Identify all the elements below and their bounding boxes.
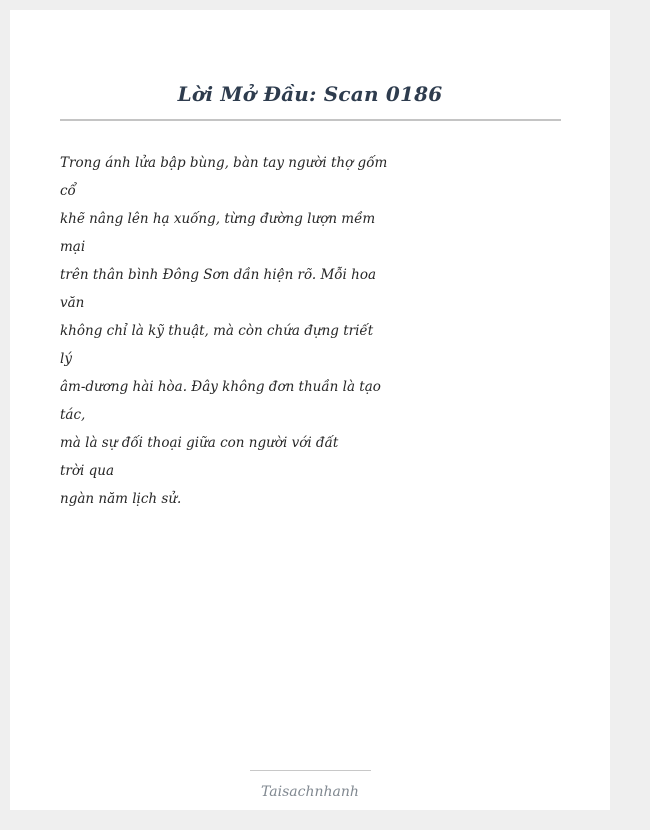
text-line: mại	[60, 239, 86, 255]
footer-brand: Taisachnhanh	[261, 784, 359, 800]
text-line: cổ	[60, 183, 76, 199]
page-title: Lời Mở Đầu: Scan 0186	[177, 82, 443, 106]
text-line: văn	[60, 295, 85, 311]
text-line: không chỉ là kỹ thuật, mà còn chứa đựng triết	[60, 323, 374, 339]
text-line: Trong ánh lửa bập bùng, bàn tay người thợ gốm	[60, 155, 388, 171]
document-page	[10, 10, 610, 810]
text-line: khẽ nâng lên hạ xuống, từng đường lượn mềm	[60, 211, 376, 227]
footer-divider	[250, 770, 371, 771]
text-line: tác,	[60, 407, 86, 423]
text-line: trời qua	[60, 463, 114, 479]
text-line: lý	[60, 351, 72, 367]
title-divider	[60, 119, 561, 121]
body-paragraph	[60, 152, 388, 516]
text-line: trên thân bình Đông Sơn dần hiện rõ. Mỗi hoa	[60, 267, 377, 283]
text-line: âm-dương hài hòa. Đây không đơn thuần là tạo	[60, 379, 381, 395]
text-line: mà là sự đối thoại giữa con người với đất	[60, 435, 339, 451]
text-line: ngàn năm lịch sử.	[60, 491, 182, 507]
